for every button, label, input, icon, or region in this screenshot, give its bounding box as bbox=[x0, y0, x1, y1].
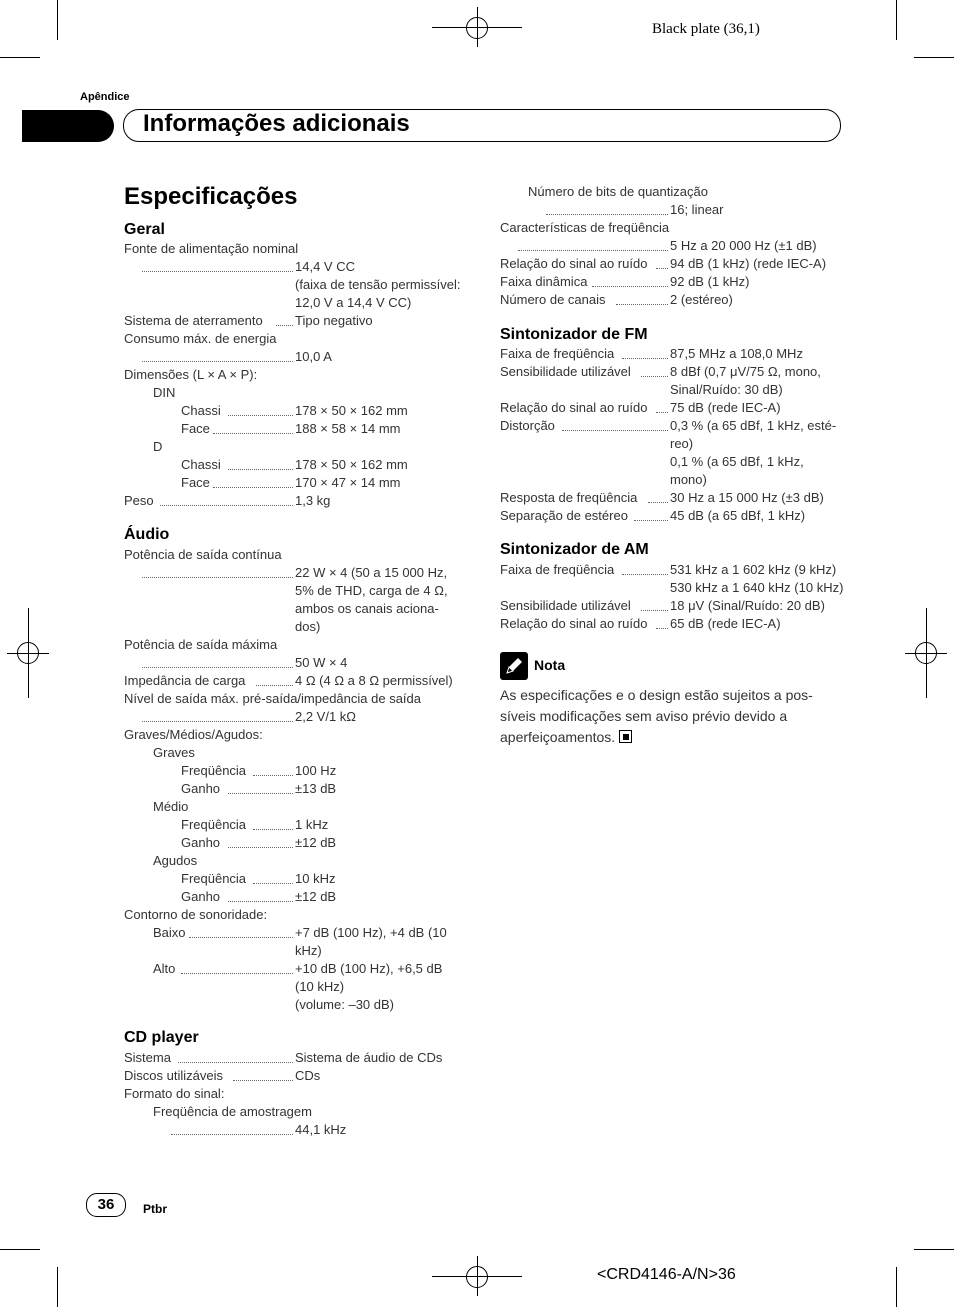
spec-sublabel: DIN bbox=[153, 385, 176, 400]
heading-audio: Áudio bbox=[124, 526, 170, 543]
spec-sublabel: Número de bits de quantização bbox=[528, 184, 708, 199]
spec-value: dos) bbox=[295, 619, 321, 634]
language-label: Ptbr bbox=[143, 1202, 167, 1216]
section-label: Apêndice bbox=[80, 91, 130, 103]
page-title: Especificações bbox=[124, 183, 298, 210]
spec-label: Dimensões (L × A × P): bbox=[124, 367, 258, 382]
spec-label: Contorno de sonoridade: bbox=[124, 907, 268, 922]
spec-label: Nível de saída máx. pré-saída/impedância de saída bbox=[124, 691, 422, 706]
spec-value: 12,0 V a 14,4 V CC) bbox=[295, 295, 412, 310]
page-number: 36 bbox=[86, 1193, 126, 1217]
crop-mark bbox=[914, 57, 954, 58]
registration-mark bbox=[7, 653, 49, 654]
spec-sublabel: Freqüência de amostragem bbox=[153, 1104, 312, 1119]
note-title: Nota bbox=[534, 657, 566, 673]
spec-value: kHz) bbox=[295, 943, 322, 958]
crop-mark bbox=[914, 1249, 954, 1250]
spec-value: ambos os canais aciona- bbox=[295, 601, 439, 616]
crop-mark bbox=[57, 1267, 58, 1307]
spec-sublabel: Agudos bbox=[153, 853, 198, 868]
section-title: Informações adicionais bbox=[143, 110, 410, 137]
spec-value: (10 kHz) bbox=[295, 979, 345, 994]
crop-mark bbox=[57, 0, 58, 40]
spec-value: 530 kHz a 1 640 kHz (10 kHz) bbox=[670, 580, 844, 595]
spec-label: Formato do sinal: bbox=[124, 1086, 225, 1101]
note-pencil-icon bbox=[500, 652, 528, 680]
spec-label: Potência de saída contínua bbox=[124, 547, 282, 562]
spec-sublabel: Médio bbox=[153, 799, 189, 814]
registration-mark bbox=[432, 27, 522, 28]
spec-value: mono) bbox=[670, 472, 707, 487]
spec-label: Características de freqüência bbox=[500, 220, 670, 235]
registration-mark bbox=[905, 653, 947, 654]
spec-label: Potência de saída máxima bbox=[124, 637, 278, 652]
spec-sublabel: D bbox=[153, 439, 163, 454]
end-mark-icon bbox=[619, 730, 632, 743]
spec-value: 0,1 % (a 65 dBf, 1 kHz, bbox=[670, 454, 804, 469]
crop-mark bbox=[896, 1267, 897, 1307]
note-text bbox=[500, 685, 845, 748]
registration-mark bbox=[432, 1276, 522, 1277]
heading-geral: Geral bbox=[124, 221, 165, 238]
spec-label: Consumo máx. de energia bbox=[124, 331, 277, 346]
spec-value: 5% de THD, carga de 4 Ω, bbox=[295, 583, 448, 598]
heading-am-tuner: Sintonizador de AM bbox=[500, 541, 649, 558]
crop-mark bbox=[0, 1249, 40, 1250]
heading-cd-player: CD player bbox=[124, 1029, 199, 1046]
section-tab bbox=[22, 110, 114, 142]
plate-label: Black plate (36,1) bbox=[652, 21, 760, 37]
document-code: <CRD4146-A/N>36 bbox=[597, 1266, 736, 1283]
spec-value: Sinal/Ruído: 30 dB) bbox=[670, 382, 783, 397]
spec-value: (volume: –30 dB) bbox=[295, 997, 394, 1012]
note-body: As especificações e o design estão sujeitos a pos- síveis modificações sem aviso prévio devido a aperfeiçoamentos. bbox=[500, 687, 813, 745]
spec-label: Fonte de alimentação nominal bbox=[124, 241, 299, 256]
crop-mark bbox=[896, 0, 897, 40]
crop-mark bbox=[0, 57, 40, 58]
spec-label: Graves/Médios/Agudos: bbox=[124, 727, 263, 742]
heading-fm-tuner: Sintonizador de FM bbox=[500, 326, 648, 343]
spec-value: (faixa de tensão permissível: bbox=[295, 277, 461, 292]
spec-sublabel: Graves bbox=[153, 745, 195, 760]
spec-value: reo) bbox=[670, 436, 694, 451]
